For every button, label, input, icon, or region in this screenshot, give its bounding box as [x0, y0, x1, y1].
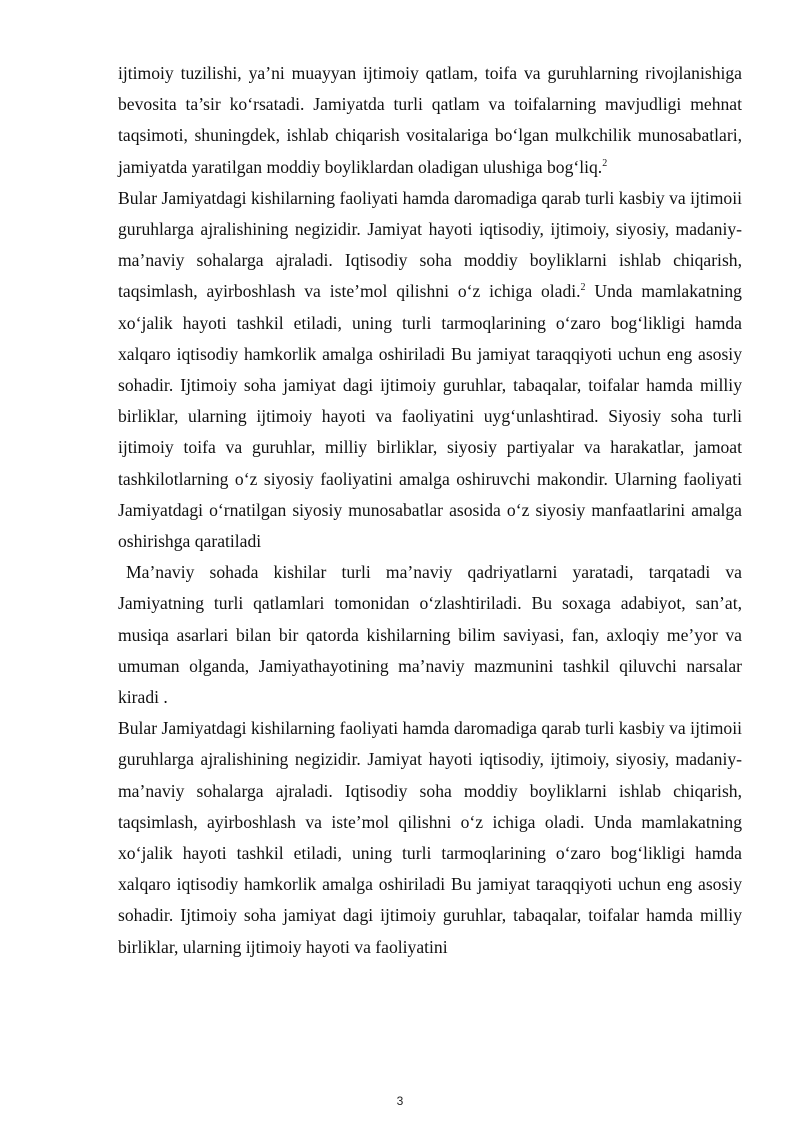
paragraph-1-text: ijtimoiy tuzilishi, ya’ni muayyan ijtimoiy qatlam, toifa va guruhlarning rivojlanishiga bevosita ta’sir ko‘rsatadi. Jamiyatda turli qatlam va toifalarning mavjudligi mehnat taqsimoti, shuningdek, ishlab chiqarish vositalariga bo‘lgan mulkchilik munosabatlari, jamiyatda yaratilgan moddiy boyliklardan oladigan ulushiga bog‘liq. — [118, 63, 742, 177]
paragraph-4 — [118, 713, 742, 963]
footnote-marker[interactable]: 2 — [602, 157, 608, 169]
paragraph-3-text: Ma’naviy sohada kishilar turli ma’naviy qadriyatlarni yaratadi, tarqatadi va Jamiyatning turli qatlamlari tomonidan o‘zlashtiriladi. Bu soxaga adabiyot, san’at, musiqa asarlari bilan bir qatorda kishilarning bilim saviyasi, fan, axloqiy me’yor va umuman olganda, Jamiyathayotining ma’naviy mazmunini tashkil qiluvchi narsalar kiradi . — [118, 562, 742, 708]
paragraph-1 — [118, 58, 742, 183]
paragraph-2 — [118, 183, 742, 557]
document-page — [118, 58, 742, 963]
footnote-marker[interactable]: 2 — [580, 282, 586, 294]
paragraph-3 — [118, 557, 742, 713]
paragraph-4-text: Bular Jamiyatdagi kishilarning faoliyati hamda daromadiga qarab turli kasbiy va ijtimoii guruhlarga ajralishining negizidir. Jamiyat hayoti iqtisodiy, ijtimoiy, siyosiy, madaniy-ma’naviy sohalarga ajraladi. Iqtisodiy soha moddiy boyliklarni ishlab chiqarish, taqsimlash, ayirboshlash va iste’mol qilishni o‘z ichiga oladi. Unda mamlakatning xo‘jalik hayoti tashkil etiladi, uning turli tarmoqlarining o‘zaro bog‘likligi hamda xalqaro iqtisodiy hamkorlik amalga oshiriladi Bu jamiyat taraqqiyoti uchun eng asosiy sohadir. Ijtimoiy soha jamiyat dagi ijtimoiy guruhlar, tabaqalar, toifalar hamda milliy birliklar, ularning ijtimoiy hayoti va faoliyatini — [118, 718, 742, 957]
paragraph-2-text: Bular Jamiyatdagi kishilarning faoliyati hamda daromadiga qarab turli kasbiy va ijtimoii guruhlarga ajralishining negizidir. Jamiyat hayoti iqtisodiy, ijtimoiy, siyosiy, madaniy-ma’naviy sohalarga ajraladi. Iqtisodiy soha moddiy boyliklarni ishlab chiqarish, taqsimlash, ayirboshlash va iste’mol qilishni o‘z ichiga oladi. — [118, 187, 742, 302]
paragraph-2-text-continued: Unda mamlakatning xo‘jalik hayoti tashkil etiladi, uning turli tarmoqlarining o‘zaro bog‘likligi hamda xalqaro iqtisodiy hamkorlik amalga oshiriladi Bu jamiyat taraqqiyoti uchun eng asosiy sohadir. Ijtimoiy soha jamiyat dagi ijtimoiy guruhlar, tabaqalar, toifalar hamda milliy birliklar, ularning ijtimoiy hayoti va faoliyatini uyg‘unlashtirad. Siyosiy soha turli ijtimoiy toifa va guruhlar, milliy birliklar, siyosiy partiyalar va harakatlar, jamoat tashkilotlarning o‘z siyosiy faoliyatini amalga oshiruvchi makondir. Ularning faoliyati Jamiyatdagi o‘rnatilgan siyosiy munosabatlar asosida o‘z siyosiy manfaatlarini amalga oshirishga qaratiladi — [118, 281, 742, 552]
page-number: 3 — [396, 1094, 404, 1108]
